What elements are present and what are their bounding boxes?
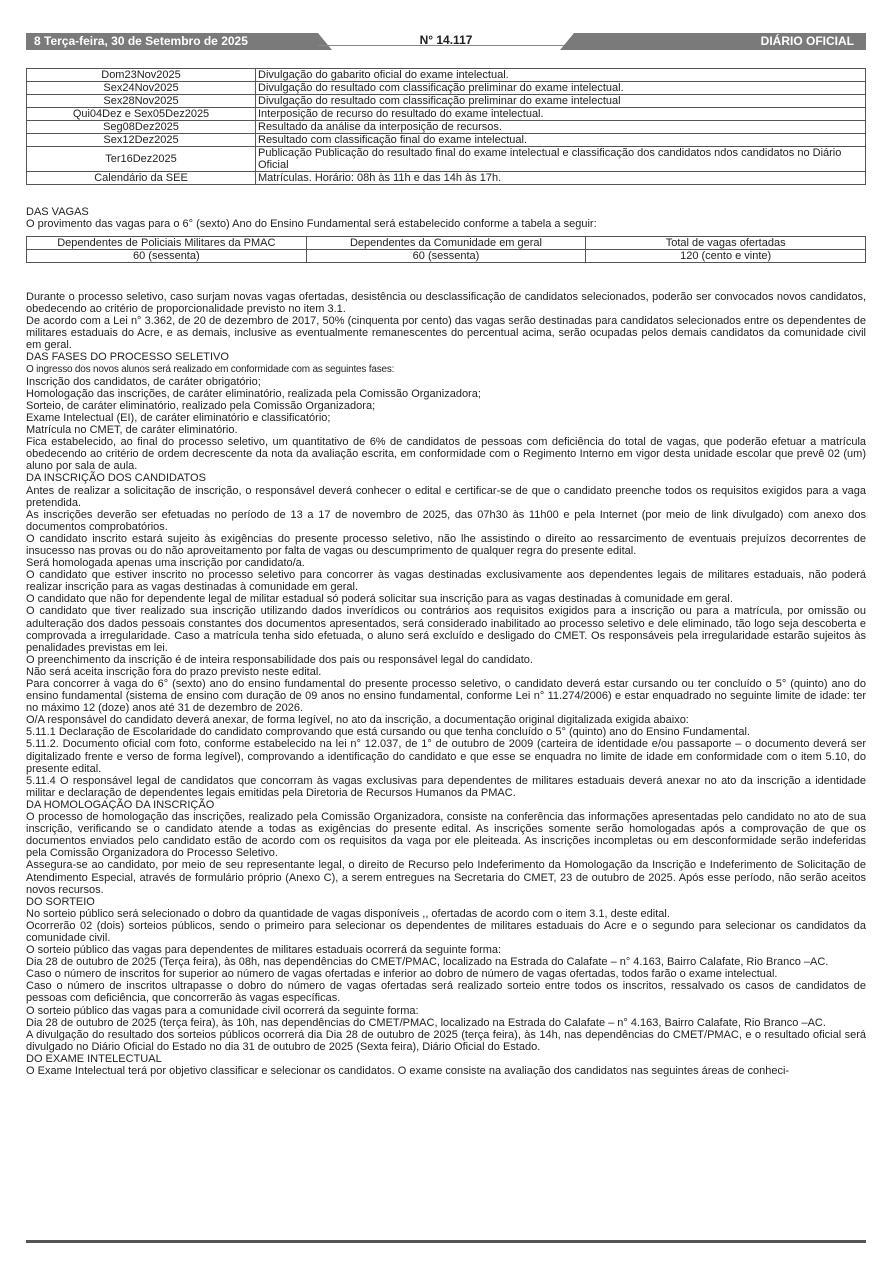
paragraph: Matrícula no CMET, de caráter eliminatório.: [26, 424, 238, 437]
table-row: [27, 134, 866, 147]
table-row: [27, 250, 866, 263]
paragraph: O processo de homologação das inscrições, realizado pela Comissão Organizadora, consiste na conferência das informações apresentadas pelo candidato no ato de sua inscrição, verificando se o candidato atende a todas as exigências do presente edital. As inscrições somente serão homologadas após a comprovação de que os documentos enviados pelo candidato estão de acordo com os requisitos da vaga por ele pleiteada. As inscrições incompletas ou em desconformidade serão indeferidas pela Comissão Organizadora do Processo Seletivo.: [26, 811, 866, 860]
table-cell: Divulgação do resultado com classificação preliminar do exame intelectual.: [256, 82, 866, 95]
paragraph: DO EXAME INTELECTUAL: [26, 1052, 162, 1065]
table-cell: Qui04Dez e Sex05Dez2025: [27, 108, 256, 121]
paragraph: Fica estabelecido, ao final do processo seletivo, um quantitativo de 6% de candidatos de pessoas com deficiência do total de vagas, que poderão efetuar a matrícula obedecendo ao critério de ordem decrescente da nota da avaliação escrita, em conformidade com o Regimento Interno em vigor desta unidade escolar que prevê 02 (um) aluno por sala de aula.: [26, 436, 866, 473]
calendar-table: [26, 68, 866, 185]
paragraph: O provimento das vagas para o 6° (sexto) Ano do Ensino Fundamental será estabelecido conforme a tabela a seguir:: [26, 218, 597, 231]
paragraph: 5.11.1 Declaração de Escolaridade do candidato comprovando que está cursando ou que tenha concluído o 5° (quinto) ano do Ensino Fundamental.: [26, 726, 750, 739]
table-cell: Sex28Nov2025: [27, 95, 256, 108]
paragraph: O sorteio público das vagas para a comunidade civil ocorrerá da seguinte forma:: [26, 1004, 419, 1017]
header-issue-number: N° 14.117: [318, 33, 574, 46]
section-heading: DAS VAGAS: [26, 206, 89, 218]
paragraph: Será homologada apenas uma inscrição por candidato/a.: [26, 557, 305, 570]
table-cell: Sex12Dez2025: [27, 134, 256, 147]
table-cell: Ter16Dez2025: [27, 147, 256, 172]
table-cell: Resultado com classificação final do exame intelectual.: [256, 134, 866, 147]
paragraph: DAS FASES DO PROCESSO SELETIVO: [26, 351, 229, 364]
header-date: 8 Terça-feira, 30 de Setembro de 2025: [26, 33, 318, 50]
table-row: [27, 121, 866, 134]
paragraph: De acordo com a Lei n° 3.362, de 20 de dezembro de 2017, 50% (cinquenta por cento) das vagas serão destinadas para candidatos selecionados entre os dependentes de militares estaduais do Acre, e as demais, inclusive as eventualmente remanescentes do percentual acima, serão ocupadas pelos demais candidatos da comunidade civil em geral.: [26, 315, 866, 352]
paragraph: O Exame Intelectual terá por objetivo classificar e selecionar os candidatos. O exame consiste na avaliação dos candidatos nas seguintes áreas de conheci-: [26, 1065, 790, 1077]
table-cell: Dom23Nov2025: [27, 69, 256, 82]
paragraph: Caso o número de inscritos ultrapasse o dobro do número de vagas ofertadas será realizado sorteio entre todos os inscritos, ressalvado os casos de candidatos de pessoas com deficiência, que concorrerão às vagas específicas.: [26, 980, 866, 1005]
table-header: Dependentes da Comunidade em geral: [306, 237, 586, 250]
paragraph: O sorteio público das vagas para dependentes de militares estaduais ocorrerá da seguinte forma:: [26, 944, 502, 957]
paragraph: Homologação das inscrições, de caráter eliminatório, realizada pela Comissão Organizadora;: [26, 387, 481, 400]
paragraph: DA INSCRIÇÃO DOS CANDIDATOS: [26, 472, 206, 485]
table-cell: Publicação Publicação do resultado final do exame intelectual e classificação dos candidatos ndos candidatos no Diário Oficial: [256, 147, 866, 172]
table-cell: 60 (sessenta): [27, 250, 307, 263]
table-cell: Interposição de recurso do resultado do exame intelectual.: [256, 108, 866, 121]
paragraph: Durante o processo seletivo, caso surjam novas vagas ofertadas, desistência ou desclassificação de candidatos selecionados, poderão ser convocados novos candidatos, obedecendo ao critério de proporcionalidade previsto no item 3.1.: [26, 291, 866, 316]
footer-rule: [26, 1240, 866, 1243]
paragraph: 5.11.4 O responsável legal de candidatos que concorram às vagas exclusivas para dependentes de militares estaduais deverá anexar no ato da inscrição a identidade militar e declaração de dependentes legais emitidas pela Diretoria de Recursos Humanos da PMAC.: [26, 774, 866, 799]
table-cell: Divulgação do resultado com classificação preliminar do exame intelectual: [256, 95, 866, 108]
table-header: Total de vagas ofertadas: [586, 237, 866, 250]
table-header-row: [27, 237, 866, 250]
header-publication: DIÁRIO OFICIAL: [574, 33, 866, 50]
paragraph: Para concorrer à vaga do 6° (sexto) ano do ensino fundamental do presente processo seletivo, o candidato deverá estar cursando ou ter concluído o 5° (quinto) ano do ensino fundamental (sistema de ensino com duração de 09 anos no ensino fundamental, conforme Lei n° 11.274/2006) e estar enquadrado no seguinte limite de idade: ter no máximo 12 (doze) anos até 31 de dezembro de 2026.: [26, 678, 866, 715]
paragraph: Não será aceita inscrição fora do prazo previsto neste edital.: [26, 665, 322, 678]
paragraph: Ocorrerão 02 (dois) sorteios públicos, sendo o primeiro para selecionar os dependentes de militares estaduais do Acre e o segundo para selecionar os candidatos da comunidade civil.: [26, 919, 866, 944]
paragraph: Antes de realizar a solicitação de inscrição, o responsável deverá conhecer o edital e certificar-se de que o candidato preenche todos os requisitos exigidos para a vaga pretendida.: [26, 484, 866, 509]
table-cell: 120 (cento e vinte): [586, 250, 866, 263]
paragraph: No sorteio público será selecionado o dobro da quantidade de vagas disponíveis ,, ofertadas de acordo com o item 3.1, deste edital.: [26, 907, 670, 920]
paragraph: O ingresso dos novos alunos será realizado em conformidade com as seguintes fases:: [26, 363, 395, 375]
paragraph: As inscrições deverão ser efetuadas no período de 13 a 17 de novembro de 2025, das 07h30 às 11h00 e pela Internet (por meio de link divulgado) com anexo dos documentos comprobatórios.: [26, 508, 866, 533]
paragraph: O candidato que não for dependente legal de militar estadual só poderá solicitar sua inscrição para as vagas destinadas à comunidade em geral.: [26, 593, 733, 606]
paragraph: Assegura-se ao candidato, por meio de seu representante legal, o direito de Recurso pelo Indeferimento da Homologação da Inscrição e Indeferimento de Solicitação de Atendimento Especial, através de formulário próprio (Anexo C), a serem entregues na Secretaria do CMET, 23 de outubro de 2025. Após esse período, não serão aceitos novos recursos.: [26, 859, 866, 896]
table-row: [27, 108, 866, 121]
table-cell: Sex24Nov2025: [27, 82, 256, 95]
paragraph: O candidato inscrito estará sujeito às exigências do presente processo seletivo, não lhe assistindo o direito ao ressarcimento de eventuais prejuízos decorrentes de insucesso nas provas ou do não aproveitamento por falta de vagas ou descumprimento de qualquer regra do presente edital.: [26, 532, 866, 557]
paragraph: DA HOMOLOGAÇÃO DA INSCRIÇÃO: [26, 798, 215, 811]
paragraph: Inscrição dos candidatos, de caráter obrigatório;: [26, 375, 261, 388]
table-cell: Divulgação do gabarito oficial do exame intelectual.: [256, 69, 866, 82]
paragraph: DO SORTEIO: [26, 895, 95, 908]
paragraph: Dia 28 de outubro de 2025 (terça feira), às 10h, nas dependências do CMET/PMAC, localizado na Estrada do Calafate – n° 4.163, Bairro Calafate, Rio Branco –AC.: [26, 1016, 826, 1029]
table-row: [27, 172, 866, 185]
page-header: [26, 33, 866, 50]
vagas-intro: [26, 206, 866, 230]
document-body: [26, 291, 866, 1077]
table-cell: Matrículas. Horário: 08h às 11h e das 14h às 17h.: [256, 172, 866, 185]
paragraph: O candidato que estiver inscrito no processo seletivo para concorrer às vagas destinadas exclusivamente aos dependentes legais de militares estaduais, não poderá realizar inscrição para as vagas destinadas à comunidade em geral.: [26, 569, 866, 594]
paragraph: O candidato que tiver realizado sua inscrição utilizando dados inverídicos ou contrários aos requisitos exigidos para a inscrição ou para a matrícula, por omissão ou adulteração dos dados pessoais constantes dos documentos apresentados, será considerado inabilitado ao processo seletivo e dele eliminado, tão logo seja descoberta e comprovada a irregularidade. Caso a matrícula tenha sido efetuada, o aluno será excluído e desligado do CMET. Os responsáveis pela irregularidade estarão sujeitos às penalidades previstas em lei.: [26, 605, 866, 654]
paragraph: 5.11.2. Documento oficial com foto, conforme estabelecido na lei n° 12.037, de 1° de outubro de 2009 (carteira de identidade e/ou passaporte – o documento deverá ser digitalizado frente e verso de forma legível), comprovando a identificação do candidato e que esse se enquadra no limite de idade em conformidade com o item 5.10, do presente edital.: [26, 738, 866, 775]
paragraph: O/A responsável do candidato deverá anexar, de forma legível, no ato da inscrição, a documentação original digitalizada exigida abaixo:: [26, 714, 689, 727]
table-cell: 60 (sessenta): [306, 250, 586, 263]
paragraph: O preenchimento da inscrição é de inteira responsabilidade dos pais ou responsável legal do candidato.: [26, 653, 533, 666]
table-row: [27, 82, 866, 95]
table-row: [27, 69, 866, 82]
table-cell: Calendário da SEE: [27, 172, 256, 185]
paragraph: Exame Intelectual (EI), de caráter eliminatório e classificatório;: [26, 411, 331, 424]
paragraph: Caso o número de inscritos for superior ao número de vagas ofertadas e inferior ao dobro de número de vagas ofertadas, todos farão o exame intelectual.: [26, 968, 778, 981]
table-cell: Seg08Dez2025: [27, 121, 256, 134]
paragraph: Dia 28 de outubro de 2025 (Terça feira), às 08h, nas dependências do CMET/PMAC, localizado na Estrada do Calafate – n° 4.163, Bairro Calafate, Rio Branco –AC.: [26, 956, 829, 969]
table-header: Dependentes de Policiais Militares da PMAC: [27, 237, 307, 250]
table-row: [27, 95, 866, 108]
paragraph: Sorteio, de caráter eliminatório, realizado pela Comissão Organizadora;: [26, 399, 376, 412]
table-row: [27, 147, 866, 172]
table-cell: Resultado da análise da interposição de recursos.: [256, 121, 866, 134]
vagas-table: [26, 236, 866, 263]
paragraph: A divulgação do resultado dos sorteios públicos ocorrerá dia Dia 28 de outubro de 2025 (terça feira), às 14h, nas dependências do CMET/PMAC, e o resultado oficial será divulgado no Diário Oficial do Estado no dia 31 de outubro de 2025 (Sexta feira), Diário Oficial do Estado.: [26, 1028, 866, 1053]
